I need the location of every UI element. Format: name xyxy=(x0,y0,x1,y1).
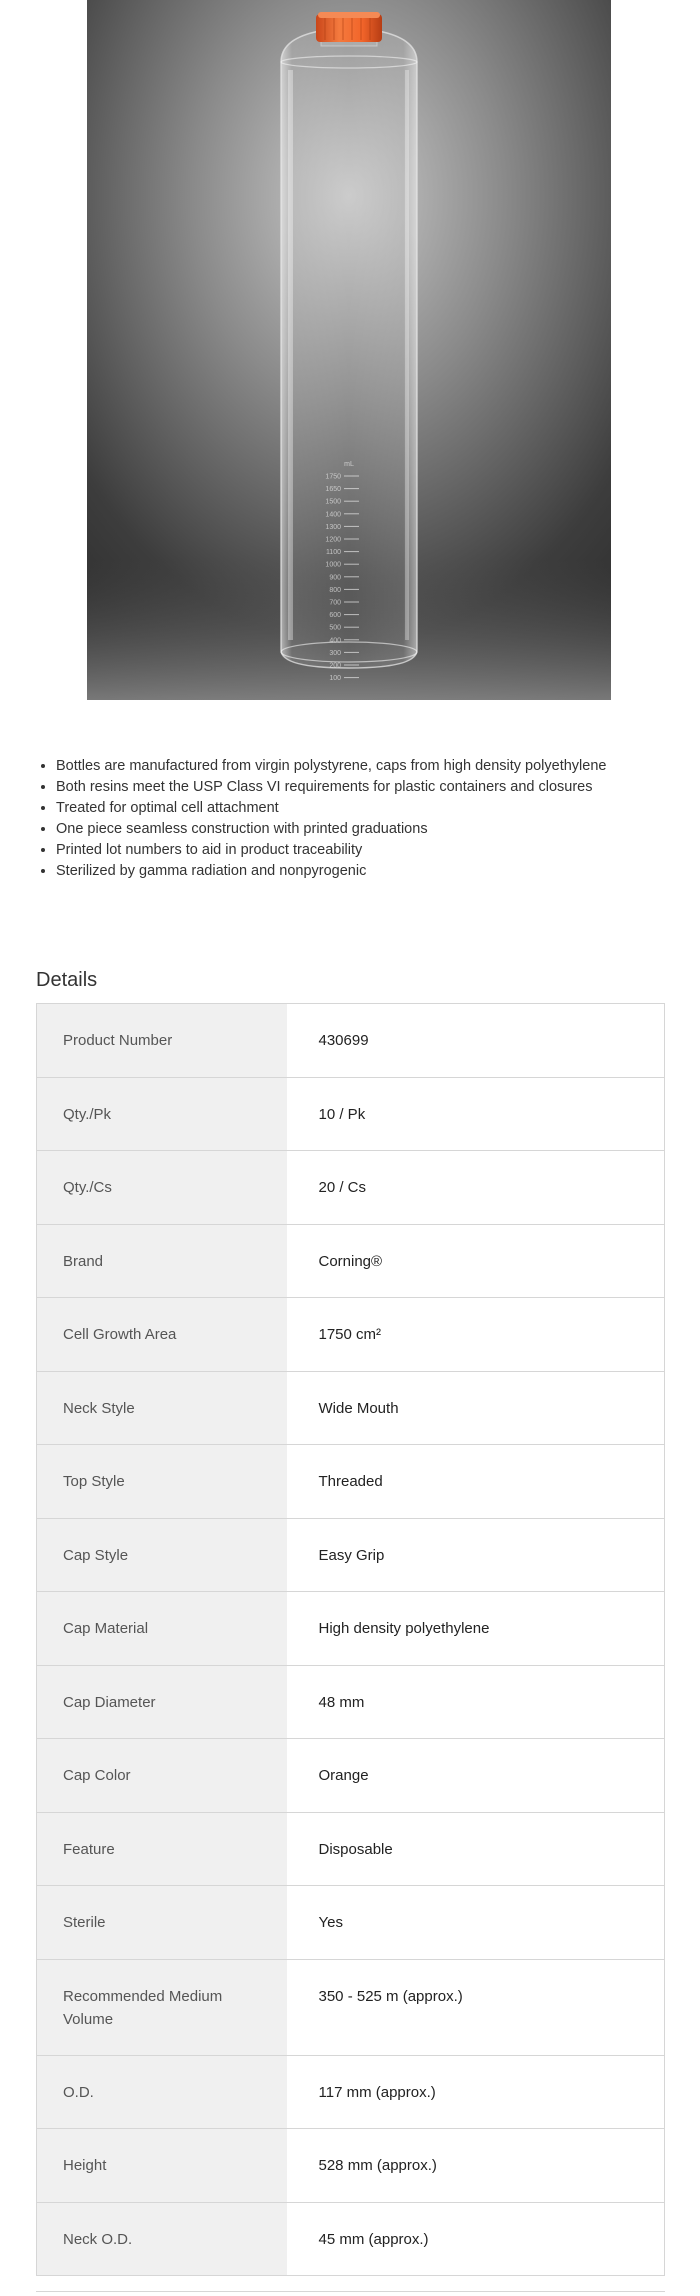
graduation-unit-label: mL xyxy=(344,461,354,468)
product-image xyxy=(87,0,611,700)
table-row xyxy=(37,1959,665,2055)
feature-list xyxy=(36,756,696,882)
list-item: • Both resins meet the USP Class VI requirements for plastic containers and closures xyxy=(56,777,696,798)
spec-value: Wide Mouth xyxy=(287,1371,665,1445)
graduation-label: 700 xyxy=(329,599,341,607)
table-row xyxy=(37,1518,665,1592)
graduation-label: 100 xyxy=(329,675,341,683)
spec-value: Yes xyxy=(287,1886,665,1960)
table-row xyxy=(37,1004,665,1078)
spec-label: Qty./Pk xyxy=(37,1077,287,1151)
spec-label: Product Number xyxy=(37,1004,287,1078)
graduation-label: 1750 xyxy=(325,473,341,481)
table-row xyxy=(37,1445,665,1519)
graduation-label: 900 xyxy=(329,574,341,582)
graduation-label: 1400 xyxy=(325,511,341,519)
spec-value: 48 mm xyxy=(287,1665,665,1739)
orange-cap-icon xyxy=(316,14,382,42)
table-row xyxy=(37,1298,665,1372)
graduation-label: 1500 xyxy=(325,498,341,506)
spec-value: High density polyethylene xyxy=(287,1592,665,1666)
spec-label: Sterile xyxy=(37,1886,287,1960)
graduation-label: 300 xyxy=(329,649,341,657)
graduation-label: 1000 xyxy=(325,561,341,569)
list-item: • Printed lot numbers to aid in product traceability xyxy=(56,840,696,861)
table-row xyxy=(37,1739,665,1813)
spec-label: Cap Color xyxy=(37,1739,287,1813)
spec-value: 528 mm (approx.) xyxy=(287,2129,665,2203)
spec-label: Cap Material xyxy=(37,1592,287,1666)
spec-value: 430699 xyxy=(287,1004,665,1078)
spec-label: Cap Diameter xyxy=(37,1665,287,1739)
spec-label: Feature xyxy=(37,1812,287,1886)
graduation-label: 800 xyxy=(329,586,341,594)
table-row xyxy=(37,1371,665,1445)
spec-label: Cap Style xyxy=(37,1518,287,1592)
spec-value: 20 / Cs xyxy=(287,1151,665,1225)
spec-label: Height xyxy=(37,2129,287,2203)
graduation-label: 1100 xyxy=(325,549,341,557)
spec-value: 45 mm (approx.) xyxy=(287,2202,665,2276)
specifications-table xyxy=(36,1003,665,2276)
spec-value: 117 mm (approx.) xyxy=(287,2055,665,2129)
graduation-label: 600 xyxy=(329,612,341,620)
spec-value: Threaded xyxy=(287,1445,665,1519)
spec-value: Corning® xyxy=(287,1224,665,1298)
list-item: • Bottles are manufactured from virgin polystyrene, caps from high density polyethylene xyxy=(56,756,696,777)
spec-label: Qty./Cs xyxy=(37,1151,287,1225)
table-row xyxy=(37,2202,665,2276)
table-row xyxy=(37,1886,665,1960)
spec-label: Neck O.D. xyxy=(37,2202,287,2276)
graduation-label: 400 xyxy=(329,637,341,645)
graduation-label: 1650 xyxy=(325,486,341,494)
spec-label: Recommended Medium Volume xyxy=(37,1959,287,2055)
spec-label: Neck Style xyxy=(37,1371,287,1445)
spec-value: Easy Grip xyxy=(287,1518,665,1592)
table-row xyxy=(37,1224,665,1298)
list-item: • One piece seamless construction with printed graduations xyxy=(56,819,696,840)
spec-label: O.D. xyxy=(37,2055,287,2129)
graduation-label: 500 xyxy=(329,624,341,632)
roller-bottle-image xyxy=(87,0,611,700)
list-item: • Treated for optimal cell attachment xyxy=(56,798,696,819)
details-heading: Details xyxy=(36,969,98,991)
graduation-label: 200 xyxy=(329,662,341,670)
divider xyxy=(36,2291,665,2292)
table-row xyxy=(37,2055,665,2129)
table-row xyxy=(37,2129,665,2203)
table-row xyxy=(37,1812,665,1886)
spec-label: Cell Growth Area xyxy=(37,1298,287,1372)
spec-label: Brand xyxy=(37,1224,287,1298)
spec-value: Orange xyxy=(287,1739,665,1813)
spec-value: 1750 cm² xyxy=(287,1298,665,1372)
graduation-label: 1300 xyxy=(325,523,341,531)
table-row xyxy=(37,1665,665,1739)
graduation-label: 1200 xyxy=(325,536,341,544)
spec-value: 10 / Pk xyxy=(287,1077,665,1151)
spec-value: 350 - 525 m (approx.) xyxy=(287,1959,665,2055)
table-row xyxy=(37,1592,665,1666)
table-row xyxy=(37,1151,665,1225)
list-item: • Sterilized by gamma radiation and nonpyrogenic xyxy=(56,861,696,882)
spec-value: Disposable xyxy=(287,1812,665,1886)
table-row xyxy=(37,1077,665,1151)
spec-label: Top Style xyxy=(37,1445,287,1519)
